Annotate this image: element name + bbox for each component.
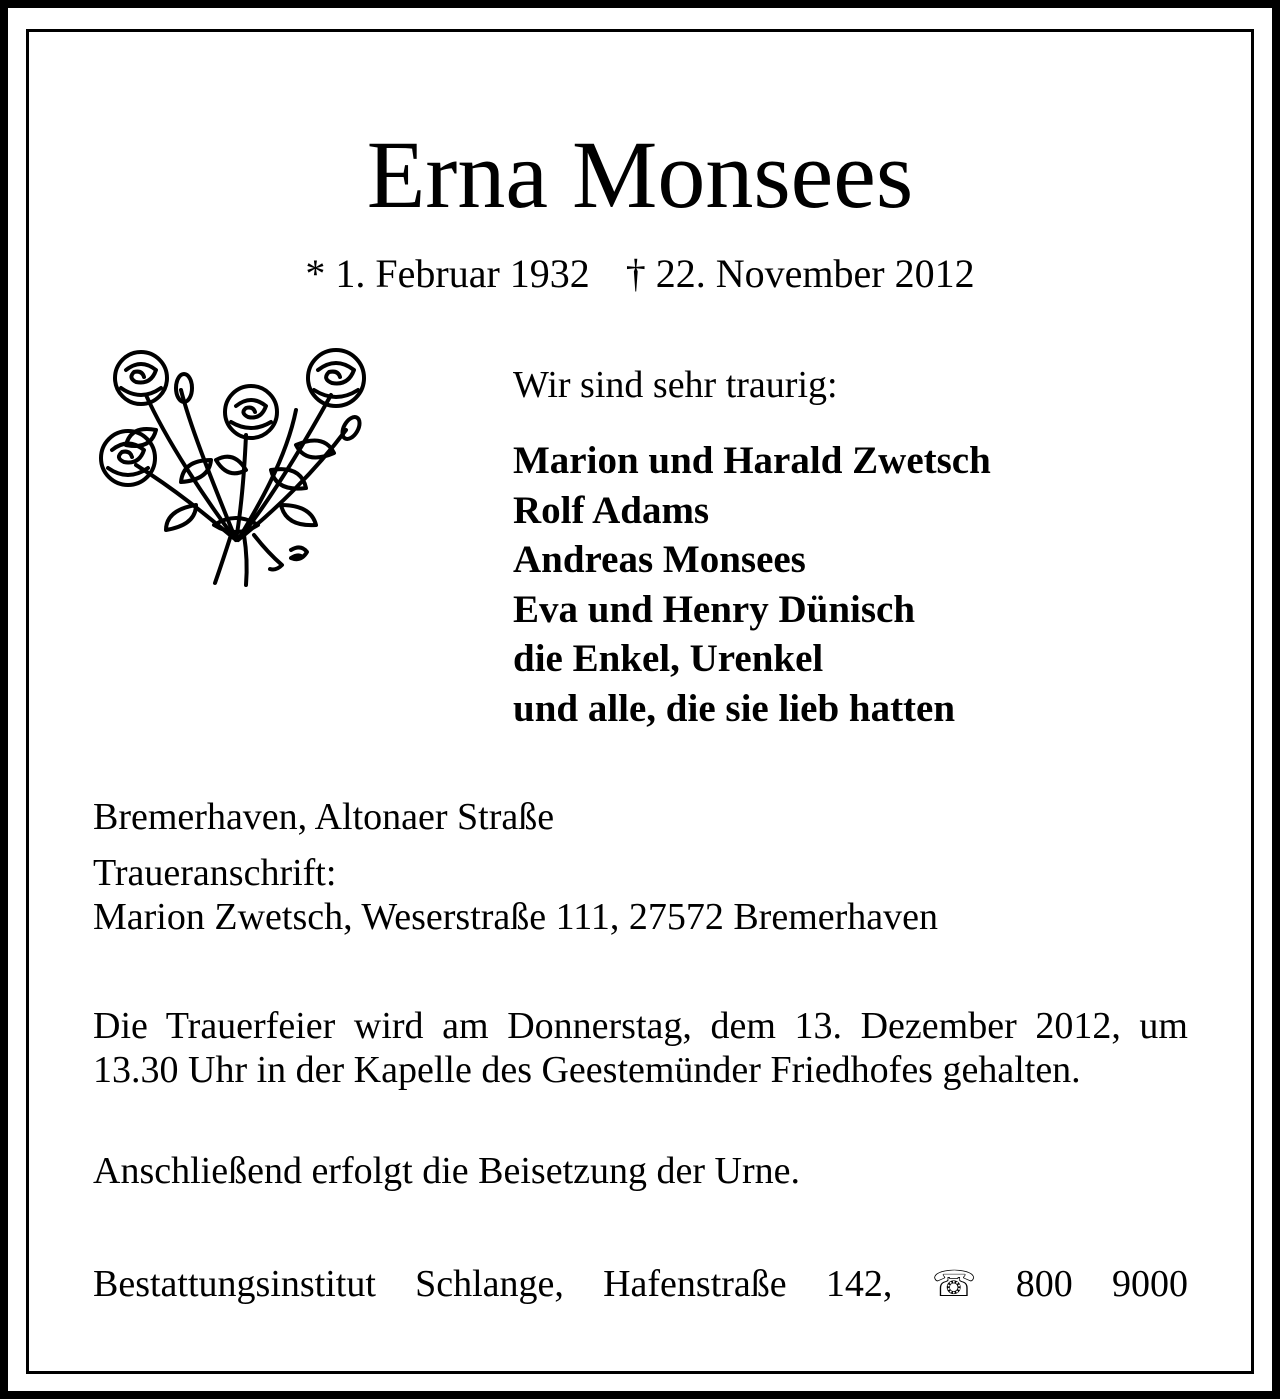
mourner-name: Eva und Henry Dünisch bbox=[513, 587, 916, 631]
mourning-intro: Wir sind sehr traurig: bbox=[513, 364, 838, 406]
mourners-list bbox=[513, 436, 991, 733]
life-dates bbox=[0, 250, 1280, 298]
mourner-name: Andreas Monsees bbox=[513, 538, 806, 581]
death-date: † 22. November 2012 bbox=[625, 251, 975, 296]
residence-line: Bremerhaven, Altonaer Straße bbox=[93, 796, 555, 838]
mourner-name: die Enkel, Urenkel bbox=[513, 637, 824, 680]
funeral-home-line bbox=[93, 1262, 1188, 1307]
address-line: Marion Zwetsch, Weserstraße 111, 27572 Bremerhaven bbox=[93, 896, 938, 938]
funeral-home-name: Bestattungsinstitut Schlange, Hafenstraße 142, bbox=[93, 1263, 893, 1305]
birth-date: * 1. Februar 1932 bbox=[305, 251, 590, 296]
burial-text: Anschließend erfolgt die Beisetzung der Urne. bbox=[93, 1150, 800, 1192]
mourner-name: Marion und Harald Zwetsch bbox=[513, 439, 991, 482]
funeral-home-phone: 800 9000 bbox=[1015, 1263, 1188, 1305]
deceased-name: Erna Monsees bbox=[366, 121, 914, 228]
phone-icon: ☏ bbox=[931, 1264, 977, 1305]
mourner-name: und alle, die sie lieb hatten bbox=[513, 686, 956, 730]
ceremony-text: Die Trauerfeier wird am Donnerstag, dem 13. Dezember 2012, um 13.30 Uhr in der Kapelle des Geestemünder Friedhofes gehalten. bbox=[93, 1005, 1188, 1091]
roses-bouquet-icon bbox=[96, 340, 376, 590]
address-label: Traueranschrift: bbox=[93, 852, 337, 894]
mourner-name: Rolf Adams bbox=[513, 488, 710, 532]
